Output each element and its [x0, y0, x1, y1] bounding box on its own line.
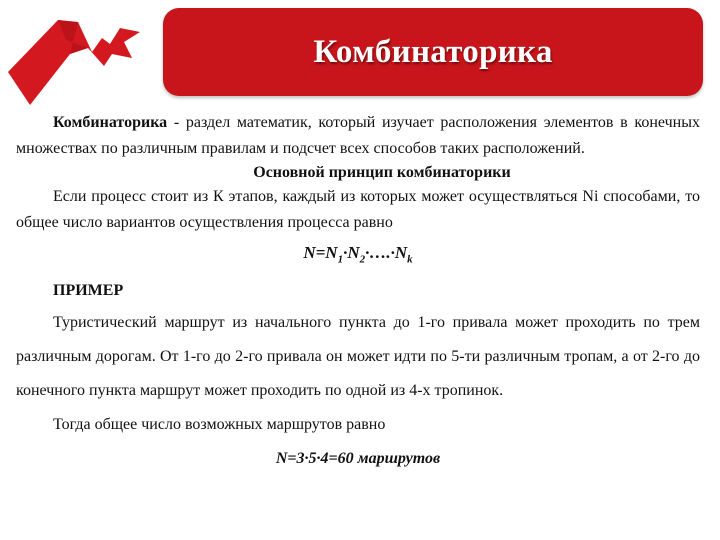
definition-text: - раздел математик, который изучает расположения элементов в конечных множествах по различным правилам и подсчет всех способов таких расположений.: [16, 114, 700, 157]
slide-content: [16, 110, 700, 472]
formula-sub-2: 2: [359, 253, 366, 266]
definition-term: Комбинаторика: [53, 114, 168, 131]
title-banner: [163, 8, 703, 96]
result-formula: N=3·5·4=60 маршрутов: [275, 450, 441, 468]
example-paragraph: Туристический маршрут из начального пункта до 1-го привала может проходить по трем различным дорогам. От 1-го до 2-го привала он может идти по 5-ти различным тропам, а от 2-го до конечного пункта маршрут может проходить по одной из 4-х тропинок.: [16, 314, 700, 400]
principle-formula: [16, 240, 700, 272]
formula-lhs: N=N: [303, 243, 338, 262]
principle-heading: Основной принцип комбинаторики: [253, 164, 511, 181]
formula-sub-1: 1: [337, 253, 344, 266]
example-heading: ПРИМЕР: [53, 282, 124, 300]
formula-sub-k: k: [407, 253, 413, 266]
logo-icon: [0, 0, 150, 105]
formula-dot-1: ·N: [343, 243, 360, 262]
definition-paragraph: [16, 110, 700, 162]
formula-mid: ·….·N: [365, 243, 408, 262]
total-paragraph: Тогда общее число возможных маршрутов равно: [53, 416, 386, 434]
principle-paragraph: Если процесс стоит из К этапов, каждый из которых может осуществляться Ni способами, то общее число вариантов осуществления процесса равно: [16, 188, 700, 231]
page-title: Комбинаторика: [313, 33, 553, 70]
